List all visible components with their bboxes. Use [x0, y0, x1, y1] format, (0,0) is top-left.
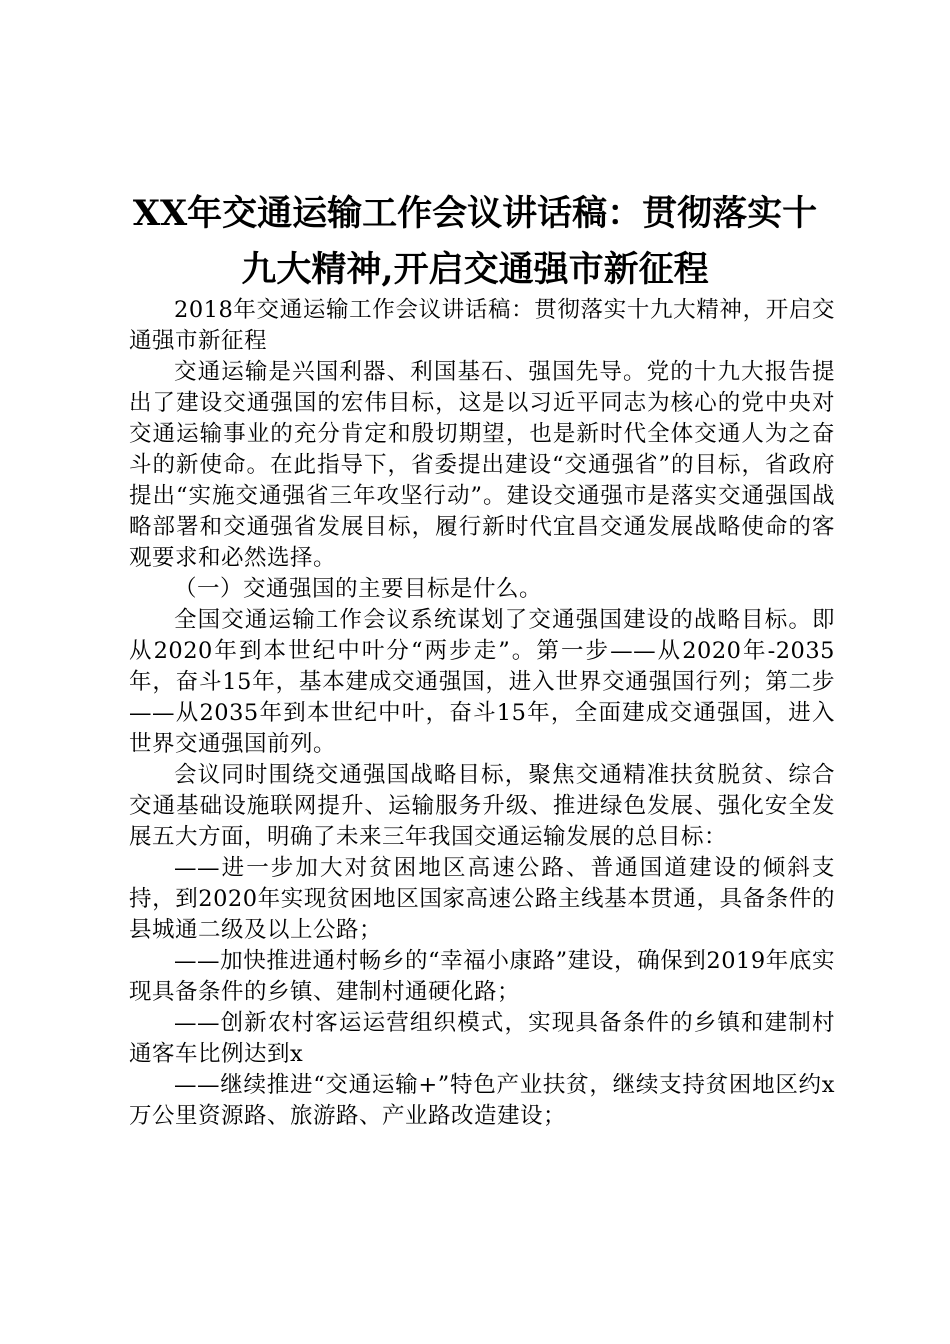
list-item: ——继续推进“交通运输+”特色产业扶贫，继续支持贫困地区约x万公里资源路、旅游路、产业路改造建设； [129, 1072, 835, 1129]
paragraph-goals: 全国交通运输工作会议系统谋划了交通强国建设的战略目标。即从2020年到本世纪中叶分“两步走”。第一步——从2020年-2035年，奋斗15年，基本建成交通强国，进入世界交通强国行列；第二步——从2035年到本世纪中叶，奋斗15年，全面建成交通强国，进入世界交通强国前列。 [129, 607, 835, 757]
paragraph-targets: 会议同时围绕交通强国战略目标，聚焦交通精准扶贫脱贫、综合交通基础设施联网提升、运输服务升级、推进绿色发展、强化安全发展五大方面，明确了未来三年我国交通运输发展的总目标： [129, 762, 835, 850]
list-item: ——进一步加大对贫困地区高速公路、普通国道建设的倾斜支持，到2020年实现贫困地区国家高速公路主线基本贯通，具备条件的县城通二级及以上公路； [129, 855, 835, 943]
document-title-line-1: XX年交通运输工作会议讲话稿：贯彻落实十 [132, 193, 818, 234]
paragraph-subtitle: 2018年交通运输工作会议讲话稿：贯彻落实十九大精神，开启交通强市新征程 [129, 297, 835, 354]
list-item: ——创新农村客运运营组织模式，实现具备条件的乡镇和建制村通客车比例达到x [129, 1010, 835, 1067]
document-body [129, 295, 835, 1132]
paragraph-intro: 交通运输是兴国利器、利国基石、强国先导。党的十九大报告提出了建设交通强国的宏伟目标，这是以习近平同志为核心的党中央对交通运输事业的充分肯定和殷切期望，也是新时代全体交通人为之奋斗的新使命。在此指导下，省委提出建设“交通强省”的目标，省政府提出“实施交通强省三年攻坚行动”。建设交通强市是落实交通强国战略部署和交通强省发展目标，履行新时代宜昌交通发展战略使命的客观要求和必然选择。 [129, 359, 835, 571]
document-title-line-2: 九大精神,开启交通强市新征程 [241, 249, 709, 290]
list-item: ——加快推进通村畅乡的“幸福小康路”建设，确保到2019年底实现具备条件的乡镇、建制村通硬化路； [129, 948, 835, 1005]
section-heading: （一）交通强国的主要目标是什么。 [174, 576, 543, 602]
